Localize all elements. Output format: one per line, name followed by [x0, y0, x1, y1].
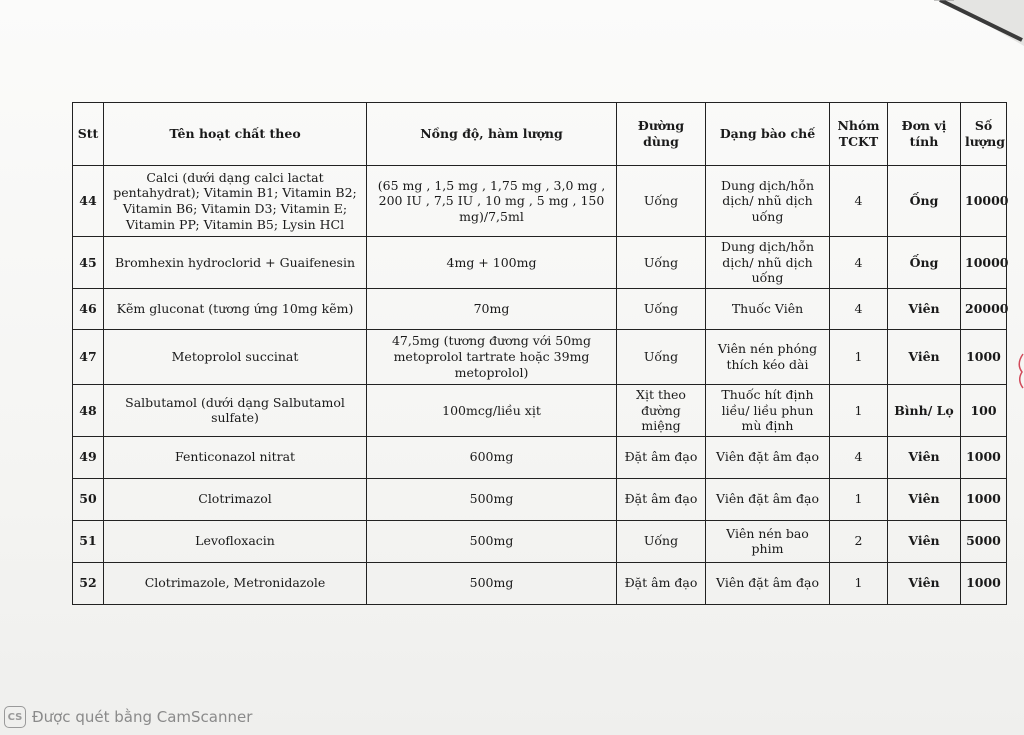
table-header-row — [73, 103, 1007, 166]
table-row — [73, 436, 1007, 478]
cell-group: 1 — [830, 384, 888, 436]
cell-form: Dung dịch/hỗn dịch/ nhũ dịch uống — [706, 237, 830, 289]
cell-stt: 49 — [73, 436, 104, 478]
cell-stt: 46 — [73, 288, 104, 329]
header-stt: Stt — [73, 103, 104, 166]
cell-unit: Viên — [888, 562, 961, 604]
cell-qty: 1000 — [961, 562, 1007, 604]
cell-route: Đặt âm đạo — [617, 436, 706, 478]
cell-name: Clotrimazole, Metronidazole — [104, 562, 367, 604]
cell-stt: 48 — [73, 384, 104, 436]
cell-unit: Ống — [888, 237, 961, 289]
camscanner-watermark — [4, 706, 252, 728]
cell-strength: 47,5mg (tương đương với 50mg metoprolol tartrate hoặc 39mg metoprolol) — [367, 329, 617, 384]
watermark-text: Được quét bằng CamScanner — [32, 708, 253, 726]
cell-route: Uống — [617, 288, 706, 329]
cell-qty: 10000 — [961, 237, 1007, 289]
cell-unit: Viên — [888, 288, 961, 329]
cell-strength: 500mg — [367, 520, 617, 562]
page-corner-fold — [934, 0, 1024, 46]
cell-unit: Viên — [888, 436, 961, 478]
cell-unit: Viên — [888, 329, 961, 384]
cell-group: 2 — [830, 520, 888, 562]
cell-form: Viên đặt âm đạo — [706, 478, 830, 520]
table-row — [73, 562, 1007, 604]
cell-group: 4 — [830, 166, 888, 237]
cell-unit: Viên — [888, 478, 961, 520]
cell-strength: 100mcg/liều xịt — [367, 384, 617, 436]
header-qty: Số lượng — [961, 103, 1007, 166]
cell-name: Clotrimazol — [104, 478, 367, 520]
cell-qty: 1000 — [961, 436, 1007, 478]
cell-qty: 5000 — [961, 520, 1007, 562]
header-strength: Nồng độ, hàm lượng — [367, 103, 617, 166]
cell-form: Thuốc hít định liều/ liều phun mù định — [706, 384, 830, 436]
cell-form: Dung dịch/hỗn dịch/ nhũ dịch uống — [706, 166, 830, 237]
cell-name: Metoprolol succinat — [104, 329, 367, 384]
header-unit: Đơn vị tính — [888, 103, 961, 166]
cell-route: Uống — [617, 166, 706, 237]
table-row — [73, 384, 1007, 436]
cell-stt: 50 — [73, 478, 104, 520]
cell-form: Viên đặt âm đạo — [706, 436, 830, 478]
cell-route: Uống — [617, 329, 706, 384]
cell-group: 1 — [830, 329, 888, 384]
header-group: Nhóm TCKT — [830, 103, 888, 166]
cell-strength: 600mg — [367, 436, 617, 478]
cell-name: Kẽm gluconat (tương ứng 10mg kẽm) — [104, 288, 367, 329]
cell-name: Levofloxacin — [104, 520, 367, 562]
cell-stt: 44 — [73, 166, 104, 237]
cell-route: Xịt theo đường miệng — [617, 384, 706, 436]
table-row — [73, 329, 1007, 384]
cell-group: 4 — [830, 436, 888, 478]
cell-strength: 500mg — [367, 478, 617, 520]
cell-qty: 1000 — [961, 478, 1007, 520]
table-row — [73, 166, 1007, 237]
cell-qty: 10000 — [961, 166, 1007, 237]
cell-stt: 51 — [73, 520, 104, 562]
cell-strength: 4mg + 100mg — [367, 237, 617, 289]
cell-stt: 47 — [73, 329, 104, 384]
cell-form: Viên nén bao phim — [706, 520, 830, 562]
camscanner-logo-icon: CS — [4, 706, 26, 728]
table-row — [73, 288, 1007, 329]
cell-unit: Viên — [888, 520, 961, 562]
cell-qty: 1000 — [961, 329, 1007, 384]
cell-group: 1 — [830, 562, 888, 604]
drug-table — [72, 102, 1007, 605]
cell-route: Uống — [617, 520, 706, 562]
cell-qty: 100 — [961, 384, 1007, 436]
cell-form: Thuốc Viên — [706, 288, 830, 329]
cell-route: Uống — [617, 237, 706, 289]
cell-group: 4 — [830, 237, 888, 289]
cell-form: Viên nén phóng thích kéo dài — [706, 329, 830, 384]
red-stamp-edge — [1014, 350, 1024, 390]
cell-strength: (65 mg , 1,5 mg , 1,75 mg , 3,0 mg , 200 IU , 7,5 IU , 10 mg , 5 mg , 150 mg)/7,5ml — [367, 166, 617, 237]
cell-form: Viên đặt âm đạo — [706, 562, 830, 604]
cell-stt: 45 — [73, 237, 104, 289]
header-form: Dạng bào chế — [706, 103, 830, 166]
cell-group: 1 — [830, 478, 888, 520]
cell-name: Fenticonazol nitrat — [104, 436, 367, 478]
table-row — [73, 237, 1007, 289]
cell-route: Đặt âm đạo — [617, 562, 706, 604]
cell-unit: Bình/ Lọ — [888, 384, 961, 436]
cell-strength: 500mg — [367, 562, 617, 604]
cell-stt: 52 — [73, 562, 104, 604]
cell-name: Bromhexin hydroclorid + Guaifenesin — [104, 237, 367, 289]
cell-route: Đặt âm đạo — [617, 478, 706, 520]
header-name: Tên hoạt chất theo — [104, 103, 367, 166]
table-row — [73, 478, 1007, 520]
cell-strength: 70mg — [367, 288, 617, 329]
cell-name: Calci (dưới dạng calci lactat pentahydrat); Vitamin B1; Vitamin B2; Vitamin B6; Vitamin D3; Vitamin E; Vitamin PP; Vitamin B5; Lysin HCl — [104, 166, 367, 237]
cell-qty: 20000 — [961, 288, 1007, 329]
cell-group: 4 — [830, 288, 888, 329]
cell-unit: Ống — [888, 166, 961, 237]
cell-name: Salbutamol (dưới dạng Salbutamol sulfate) — [104, 384, 367, 436]
header-route: Đường dùng — [617, 103, 706, 166]
table-row — [73, 520, 1007, 562]
